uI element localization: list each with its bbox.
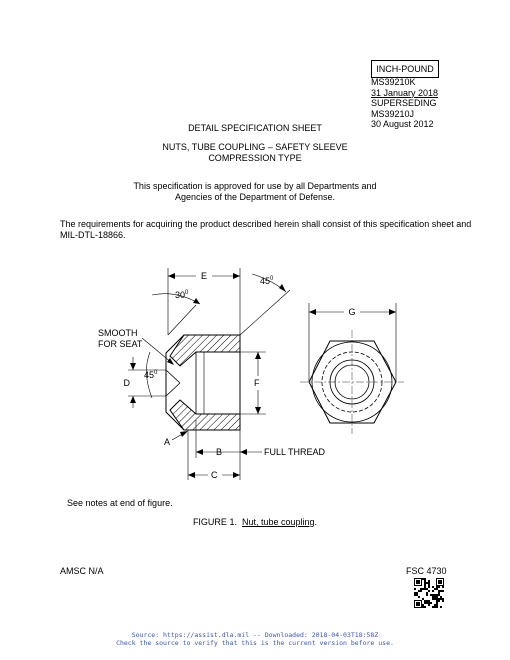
label-45-left: $45^0$ [144,370,158,380]
figure-caption [0,517,510,528]
lower-hatched-wall [170,400,240,430]
sheet-type: DETAIL SPECIFICATION SHEET [188,123,322,133]
label-F: F [254,378,260,388]
requirements-line-2: MIL-DTL-18866. [60,230,126,240]
figure-caption-prefix: FIGURE 1. [192,517,237,527]
approval-line-2: Agencies of the Department of Defense. [174,192,336,202]
superseding-label: SUPERSEDING [371,98,437,109]
qr-code [414,578,444,608]
figure-caption-title: Nut, tube coupling [241,517,315,527]
doc-number: MS39210K [371,77,416,87]
check-line: Check the source to verify that this is the current version before use. [116,639,394,647]
superseded-number: MS39210J [371,108,415,119]
label-G: G [348,307,356,317]
figure-caption-end: . [314,517,318,527]
inch-pound-label: INCH-POUND [376,64,434,74]
seat-cone-lower [166,383,180,396]
label-30: $30^0$ [175,290,189,300]
approval-line-1: This specification is approved for use by all Departments and [133,181,377,191]
title-line-2: COMPRESSION TYPE [208,153,302,163]
doc-date: 31 January 2018 [371,87,439,98]
label-E: E [200,271,208,281]
seat-cone-upper [166,370,180,383]
label-B: B [216,447,223,457]
label-full-thread: FULL THREAD [264,447,326,457]
label-for-seat: FOR SEAT [98,339,143,349]
fsc-label: FSC 4730 [406,566,447,576]
upper-hatched-wall [170,335,240,366]
label-smooth: SMOOTH [98,328,138,338]
notes-reference: See notes at end of figure. [67,498,173,508]
source-line: Source: https://assist.dla.mil -- Downloaded: 2018-04-03T18:58Z [131,631,379,639]
label-D: D [123,378,130,388]
label-45-top: $45^0$ [260,276,274,286]
label-A: A [164,437,171,447]
title-line-1: NUTS, TUBE COUPLING – SAFETY SLEEVE [162,142,348,152]
requirements-line-1: The requirements for acquiring the product described herein shall consist of this specification sheet and [60,219,472,229]
label-C: C [211,470,218,480]
superseded-date: 30 August 2012 [371,119,434,130]
amsc-label: AMSC N/A [60,566,104,576]
